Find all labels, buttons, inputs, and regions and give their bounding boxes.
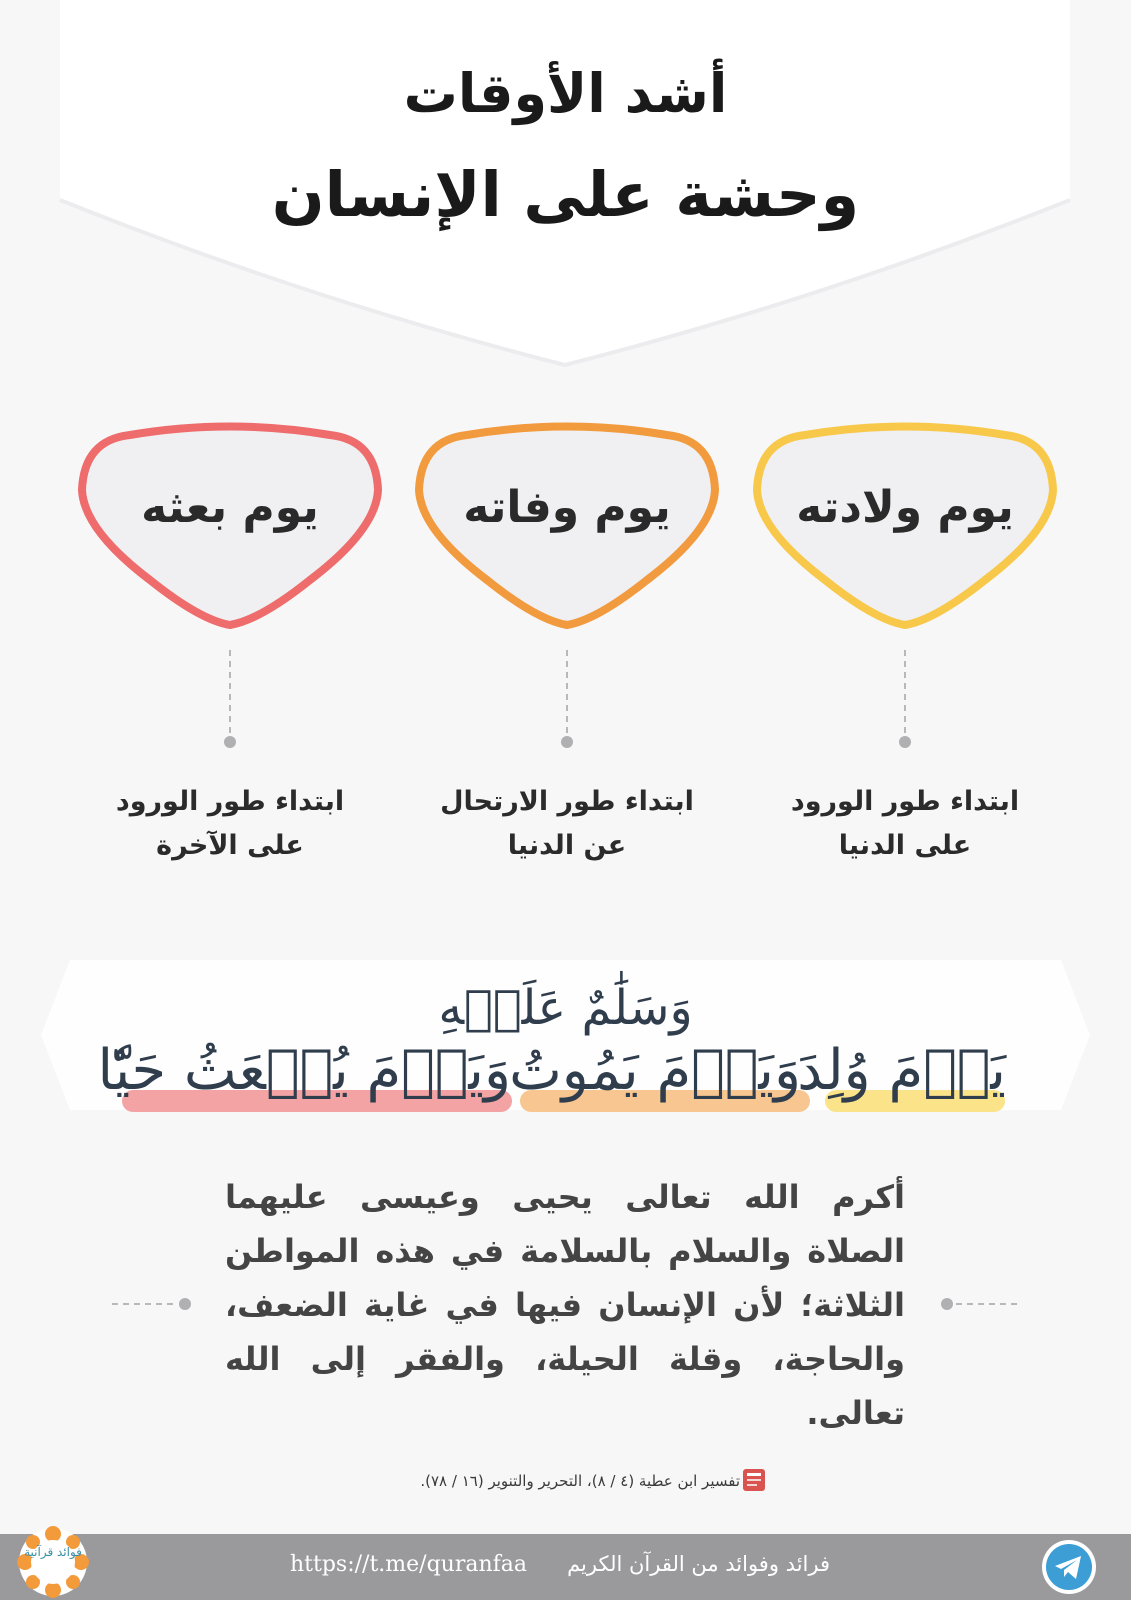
- desc-line: عن الدنيا: [507, 830, 627, 861]
- stage-birth-description: [745, 780, 1065, 868]
- connector-death: [560, 650, 574, 750]
- channel-url-link[interactable]: https://t.me/quranfaa: [290, 1552, 528, 1577]
- channel-name: فرائد وفوائد من القرآن الكريم: [567, 1552, 830, 1576]
- stage-resurrection-shield: [70, 420, 390, 635]
- side-dash-left: [112, 1297, 192, 1311]
- verse-line-1: وَسَلَٰمٌ عَلَيۡهِ: [438, 980, 693, 1036]
- desc-line: على الدنيا: [838, 830, 972, 861]
- side-dash-right: [940, 1297, 1020, 1311]
- stage-death-label: يوم وفاته: [463, 482, 671, 533]
- verse-part-resurrection: وَيَوۡمَ يُبۡعَثُ حَيّٗا: [97, 1038, 511, 1103]
- stage-resurrection-label: يوم بعثه: [141, 482, 319, 533]
- book-icon: [740, 1466, 768, 1494]
- connector-resurrection: [223, 650, 237, 750]
- connector-birth: [898, 650, 912, 750]
- logo-text: فوائد قرآنية: [24, 1545, 82, 1559]
- verse-part-birth: يَوۡمَ وُلِدَ: [797, 1038, 1006, 1103]
- desc-line: على الآخرة: [156, 830, 304, 861]
- stage-death-shield: [407, 420, 727, 635]
- desc-line: ابتداء طور الارتحال: [440, 786, 694, 817]
- desc-line: ابتداء طور الورود: [115, 786, 345, 817]
- stage-death-description: [407, 780, 727, 868]
- source-citation: تفسير ابن عطية (٤ / ٨)، التحرير والتنوير (١٦ / ٧٨).: [420, 1472, 740, 1490]
- page-title-line-2: وحشة على الإنسان: [271, 158, 860, 231]
- verse-part-death: وَيَوۡمَ يَمُوتُ: [509, 1038, 801, 1103]
- logo-icon: [8, 1524, 98, 1600]
- explanation-text: أكرم الله تعالى يحيى وعيسى عليهما الصلاة والسلام بالسلامة في هذه المواطن الثلاثة؛ لأن الإنسان فيها في غاية الضعف، والحاجة، وقلة الحيلة، والفقر إلى الله تعالى.: [225, 1178, 905, 1432]
- page-title-line-1: أشد الأوقات: [403, 62, 728, 125]
- desc-line: ابتداء طور الورود: [790, 786, 1020, 817]
- stage-birth-shield: [745, 420, 1065, 635]
- stage-birth-label: يوم ولادته: [796, 482, 1014, 533]
- stage-resurrection-description: [70, 780, 390, 868]
- telegram-icon[interactable]: [1040, 1538, 1098, 1596]
